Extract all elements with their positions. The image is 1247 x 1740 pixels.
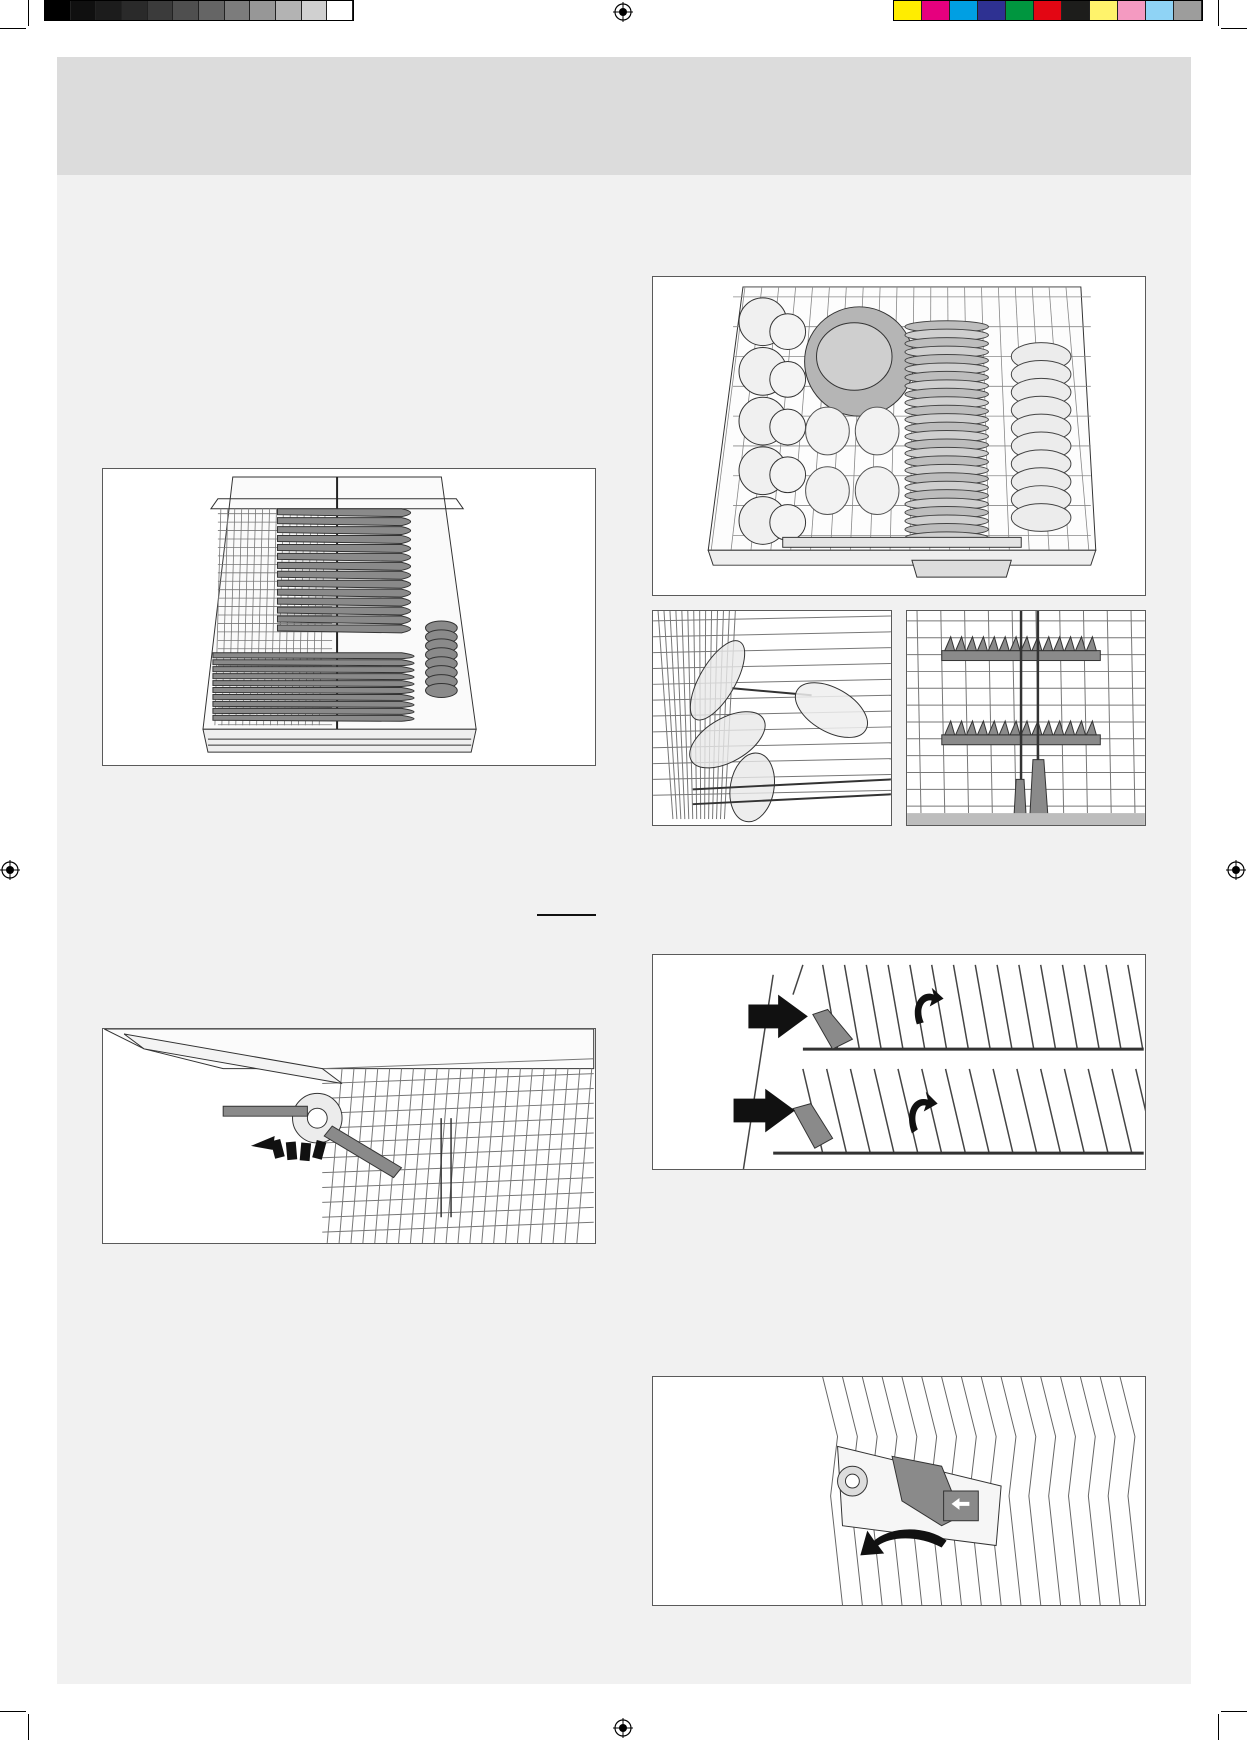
color-swatch: [96, 1, 122, 20]
color-swatch: [1090, 1, 1118, 20]
color-swatch: [276, 1, 302, 20]
color-swatch: [1062, 1, 1090, 20]
loaded-upper-rack-illustration-icon: [653, 277, 1145, 595]
crop-mark: [28, 1714, 29, 1740]
color-swatch: [327, 1, 353, 20]
crop-mark: [0, 28, 26, 29]
header-band: [57, 57, 1191, 175]
color-swatch: [922, 1, 950, 20]
rack-tine-rows-figure: [652, 954, 1146, 1170]
crop-mark: [1221, 1711, 1247, 1712]
cutlery-drawer-figure: [102, 468, 596, 766]
wine-glass-holder-illustration-icon: [653, 611, 891, 825]
color-swatch: [1146, 1, 1174, 20]
color-swatch: [122, 1, 148, 20]
underline-mark: [537, 914, 596, 916]
cutlery-drawer-illustration-icon: [103, 469, 595, 765]
color-swatch: [1174, 1, 1202, 20]
glass-holder-figure: [652, 610, 892, 826]
color-swatch: [1034, 1, 1062, 20]
registration-mark-icon: [0, 860, 20, 880]
crop-mark: [1221, 28, 1247, 29]
upper-rack-loaded-figure: [652, 276, 1146, 596]
fold-tine-rows-illustration-icon: [653, 955, 1145, 1169]
registration-mark-icon: [613, 1718, 633, 1738]
color-swatch: [1006, 1, 1034, 20]
cutlery-drawer-lever-figure: [102, 1028, 596, 1244]
fold-down-tines-illustration-icon: [907, 611, 1145, 825]
color-swatch: [978, 1, 1006, 20]
registration-mark-icon: [1226, 860, 1246, 880]
color-swatch: [45, 1, 71, 20]
color-swatch: [894, 1, 922, 20]
grayscale-color-bar: [44, 0, 354, 21]
color-swatch: [225, 1, 251, 20]
color-swatch: [173, 1, 199, 20]
crop-mark: [0, 1711, 26, 1712]
process-color-bar: [893, 0, 1203, 21]
crop-mark: [1218, 1714, 1219, 1740]
rotate-lever-illustration-icon: [103, 1029, 595, 1243]
crop-mark: [1218, 0, 1219, 26]
color-swatch: [950, 1, 978, 20]
rack-height-adjuster-figure: [652, 1376, 1146, 1606]
fold-down-tines-figure: [906, 610, 1146, 826]
color-swatch: [148, 1, 174, 20]
color-swatch: [250, 1, 276, 20]
color-swatch: [71, 1, 97, 20]
registration-mark-icon: [613, 2, 633, 22]
rack-height-lever-illustration-icon: [653, 1377, 1145, 1605]
color-swatch: [302, 1, 328, 20]
color-swatch: [1118, 1, 1146, 20]
color-swatch: [199, 1, 225, 20]
crop-mark: [28, 0, 29, 26]
